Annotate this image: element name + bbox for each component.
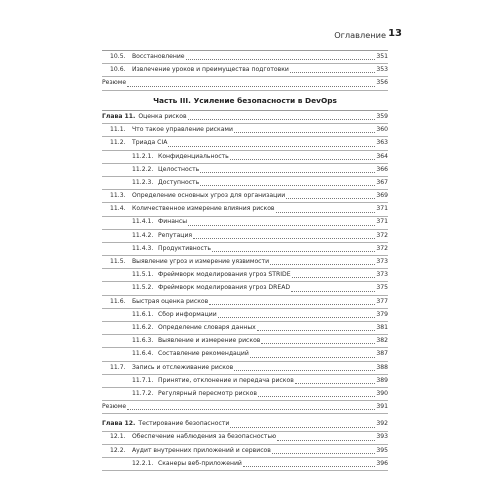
toc-entry[interactable] <box>102 230 388 241</box>
dot-leader <box>127 78 375 87</box>
toc-entry-page: 395 <box>376 446 388 454</box>
toc-entry[interactable] <box>102 124 388 135</box>
toc-entry-number: 11.5. <box>110 258 126 266</box>
toc-entry-title: Конфиденциальность <box>158 152 229 160</box>
toc-entry-page: 396 <box>376 459 388 467</box>
toc-entry[interactable] <box>102 177 388 188</box>
toc-entry-number: 10.5. <box>110 52 126 60</box>
toc-entry-title: Репутация <box>158 231 193 239</box>
toc-entry-title: Аудит внутренних приложений и сервисов <box>132 446 271 454</box>
toc-entry-number: 11.4.3. <box>132 244 154 252</box>
toc-entry-number: 11.5.1. <box>132 271 154 279</box>
toc-entry-number: 11.6.2. <box>132 323 154 331</box>
toc-entry-title: Продуктивность <box>158 244 211 252</box>
dot-leader <box>258 388 375 397</box>
toc-entry[interactable] <box>102 164 388 175</box>
dot-leader <box>200 164 375 173</box>
dot-leader <box>168 138 375 147</box>
toc-entry-page: 351 <box>376 52 388 60</box>
dot-leader <box>291 283 375 292</box>
toc-entry-title: Быстрая оценка рисков <box>132 297 209 305</box>
toc-continued-section <box>102 50 388 91</box>
toc-chapter-entry[interactable] <box>102 111 388 122</box>
toc-entry[interactable] <box>102 432 388 443</box>
dot-leader <box>188 111 376 120</box>
toc-entry-number: 11.1. <box>110 126 126 134</box>
dot-leader <box>257 322 376 331</box>
toc-entry[interactable] <box>102 322 388 333</box>
toc-entry-page: 382 <box>376 337 388 345</box>
toc-entry-page: 392 <box>376 420 388 428</box>
toc-entry-title: Резюме <box>102 403 127 411</box>
toc-part-three-section <box>102 110 388 471</box>
toc-entry-title: Финансы <box>158 218 188 226</box>
toc-entry-page: 359 <box>376 112 388 120</box>
toc-entry-number: 11.6.3. <box>132 337 154 345</box>
toc-entry[interactable] <box>102 401 388 412</box>
running-header <box>0 28 500 42</box>
toc-entry[interactable] <box>102 256 388 267</box>
dot-leader <box>193 230 375 239</box>
toc-entry-title: Триада CIA <box>132 139 168 147</box>
row-separator <box>102 470 388 471</box>
toc-entry-number: 11.6.4. <box>132 350 154 358</box>
toc-entry-page: 387 <box>376 350 388 358</box>
toc-entry[interactable] <box>102 282 388 293</box>
toc-entry-title: Количественное измерение влияния рисков <box>132 205 275 213</box>
toc-entry[interactable] <box>102 296 388 307</box>
toc-entry-page: 381 <box>376 323 388 331</box>
toc-entry-number: 11.4.1. <box>132 218 154 226</box>
toc-entry-title: Регулярный пересмотр рисков <box>158 389 257 397</box>
toc-entry[interactable] <box>102 375 388 386</box>
toc-entry-number: 11.2.3. <box>132 178 154 186</box>
toc-entry-title: Обеспечение наблюдения за безопасностью <box>132 433 277 441</box>
toc-entry-title: Сбор информации <box>158 310 217 318</box>
toc-entry-title: Определение словаря данных <box>158 323 256 331</box>
toc-entry[interactable] <box>102 445 388 456</box>
toc-entry[interactable] <box>102 190 388 201</box>
toc-entry-number: 11.7.2. <box>132 389 154 397</box>
toc-entry-page: 363 <box>376 139 388 147</box>
dot-leader <box>230 151 376 160</box>
toc-entry-page: 389 <box>376 376 388 384</box>
toc-entry[interactable] <box>102 309 388 320</box>
toc-entry-title: Фреймворк моделирования угроз DREAD <box>158 284 291 292</box>
toc-entry-number: 11.6. <box>110 297 126 305</box>
toc-entry-page: 372 <box>376 244 388 252</box>
toc-entry-title: Оценка рисков <box>138 112 187 120</box>
toc-entry-page: 372 <box>376 231 388 239</box>
toc-entry-page: 353 <box>376 66 388 74</box>
toc-entry-number: 11.5.2. <box>132 284 154 292</box>
toc-chapter-entry[interactable] <box>102 418 388 429</box>
toc-entry-page: 373 <box>376 258 388 266</box>
toc-entry-page: 388 <box>376 363 388 371</box>
toc-entry-number: 11.4. <box>110 205 126 213</box>
dot-leader <box>186 51 376 60</box>
toc-entry[interactable] <box>102 203 388 214</box>
page-number: 13 <box>388 28 402 39</box>
toc-entry-page: 391 <box>376 403 388 411</box>
toc-entry[interactable] <box>102 362 388 373</box>
toc-entry-page: 393 <box>376 433 388 441</box>
toc-entry-title: Сканеры веб-приложений <box>158 459 242 467</box>
toc-entry-title: Принятие, отклонение и передача рисков <box>158 376 294 384</box>
toc-entry-number: 11.2.2. <box>132 165 154 173</box>
dot-leader <box>272 445 376 454</box>
toc-entry-title: Извлечение уроков и преимущества подготовки <box>132 66 289 74</box>
toc-entry-title: Фреймворк моделирования угроз STRIDE <box>158 271 291 279</box>
toc-entry-number: Глава 12. <box>102 420 136 428</box>
toc-entry-page: 379 <box>376 310 388 318</box>
dot-leader <box>230 419 375 428</box>
toc-entry-title: Выявление угроз и измерение уязвимости <box>132 258 270 266</box>
toc-entry-page: 369 <box>376 192 388 200</box>
toc-entry-page: 390 <box>376 389 388 397</box>
toc-entry-number: 11.7. <box>110 363 126 371</box>
dot-leader <box>127 401 375 410</box>
toc-entry-title: Что такое управление рисками <box>132 126 233 134</box>
toc-entry-page: 371 <box>376 205 388 213</box>
toc-entry[interactable] <box>102 269 388 280</box>
toc-entry-page: 364 <box>376 152 388 160</box>
toc-entry-number: 11.2. <box>110 139 126 147</box>
dot-leader <box>243 458 375 467</box>
toc-entry-title: Целостность <box>158 165 200 173</box>
running-header-title: Оглавление <box>334 30 386 40</box>
toc-entry-page: 367 <box>376 178 388 186</box>
toc-entry-title: Резюме <box>102 79 127 87</box>
dot-leader <box>234 362 375 371</box>
part-title: Часть III. Усиление безопасности в DevOps <box>153 96 337 105</box>
row-separator <box>102 90 388 91</box>
dot-leader <box>276 204 376 213</box>
dot-leader <box>218 309 376 318</box>
toc-entry[interactable] <box>102 217 388 228</box>
toc-entry-page: 377 <box>376 297 388 305</box>
toc-entry-title: Определение основных угроз для организации <box>132 192 286 200</box>
toc-entry-title: Тестирование безопасности <box>138 420 230 428</box>
toc-entry-number: 12.2. <box>110 446 126 454</box>
dot-leader <box>261 335 375 344</box>
dot-leader <box>277 432 375 441</box>
toc-entry-title: Доступность <box>158 178 200 186</box>
toc-entry-number: 11.4.2. <box>132 231 154 239</box>
toc-entry-number: 11.2.1. <box>132 152 154 160</box>
dot-leader <box>200 177 375 186</box>
toc-entry[interactable] <box>102 51 388 62</box>
dot-leader <box>295 375 376 384</box>
toc-entry-number: 11.6.1. <box>132 310 154 318</box>
toc-entry[interactable] <box>102 335 388 346</box>
toc-entry-number: 10.6. <box>110 66 126 74</box>
toc-entry[interactable] <box>102 243 388 254</box>
toc-entry[interactable] <box>102 458 388 469</box>
toc-entry-page: 366 <box>376 165 388 173</box>
toc-entry-number: Глава 11. <box>102 112 136 120</box>
toc-entry[interactable] <box>102 388 388 399</box>
toc-entry-number: 11.3. <box>110 192 126 200</box>
toc-entry-title: Составление рекомендаций <box>158 350 249 358</box>
dot-leader <box>250 349 376 358</box>
toc-entry-number: 11.7.1. <box>132 376 154 384</box>
toc-entry-page: 375 <box>376 284 388 292</box>
toc-entry-page: 360 <box>376 126 388 134</box>
dot-leader <box>290 64 376 73</box>
dot-leader <box>234 124 375 133</box>
toc-entry-title: Запись и отслеживание рисков <box>132 363 234 371</box>
toc-entry[interactable] <box>102 64 388 75</box>
toc-entry[interactable] <box>102 151 388 162</box>
toc-entry-title: Выявление и измерение рисков <box>158 337 261 345</box>
toc-entry-number: 12.2.1. <box>132 459 154 467</box>
toc-entry[interactable] <box>102 137 388 148</box>
dot-leader <box>270 256 375 265</box>
dot-leader <box>212 243 375 252</box>
toc-entry-title: Восстановление <box>132 52 185 60</box>
toc-entry-number: 12.1. <box>110 433 126 441</box>
toc-entry-page: 373 <box>376 271 388 279</box>
toc-entry-page: 371 <box>376 218 388 226</box>
toc-entry[interactable] <box>102 77 388 88</box>
toc-entry-page: 356 <box>376 79 388 87</box>
dot-leader <box>209 296 375 305</box>
dot-leader <box>188 217 375 226</box>
toc-entry[interactable] <box>102 348 388 359</box>
dot-leader <box>292 269 376 278</box>
dot-leader <box>286 190 375 199</box>
